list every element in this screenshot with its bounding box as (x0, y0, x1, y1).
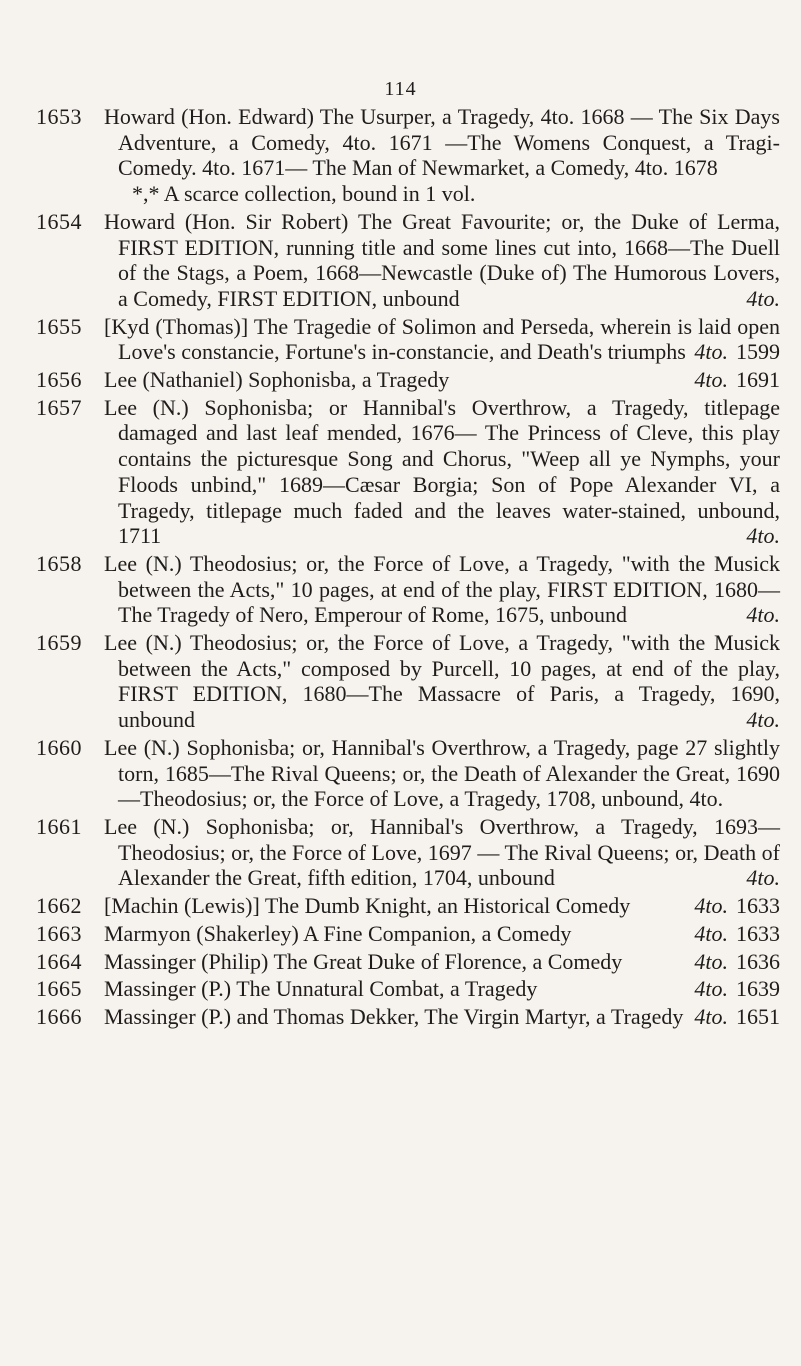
entry-format-year (694, 339, 780, 365)
entry-format: 4to. (694, 976, 728, 1002)
lot-number: 1657 (36, 394, 82, 420)
lot-number: 1664 (36, 948, 82, 974)
lot-number: 1656 (36, 367, 82, 393)
entry-text (104, 976, 780, 1002)
entry-text (104, 1004, 780, 1030)
entry-year: 1633 (736, 893, 780, 919)
entry-year: 1691 (736, 367, 780, 393)
catalogue-entries (36, 104, 780, 1032)
entry-description: Lee (N.) Sophonisba; or, Hannibal's Overthrow, a Tragedy, 1693—Theodosius; or, the Force of Love, 1697 — The Rival Queens; or, Death of Alexander the Great, fifth edition, 1704, unbound (104, 813, 780, 891)
catalogue-entry (36, 921, 780, 947)
entry-description: Lee (N.) Theodosius; or, the Force of Love, a Tragedy, "with the Musick between the Acts," composed by Purcell, 10 pages, at end of the play, FIRST EDITION, 1680—The Massacre of Paris, a Tragedy, 1690, unbound (104, 630, 780, 733)
entry-format-year (694, 920, 780, 947)
catalogue-entry (36, 630, 780, 733)
catalogue-entry (36, 893, 780, 919)
entry-format: 4to. (694, 948, 728, 974)
catalogue-entry (36, 209, 780, 312)
catalogue-entry (36, 395, 780, 549)
entry-text (104, 735, 780, 812)
entry-format: 4to. (694, 1003, 728, 1029)
entry-format-year (694, 948, 780, 975)
entry-text (104, 893, 780, 919)
lot-number: 1659 (36, 630, 82, 656)
entry-year: 1651 (736, 1003, 780, 1029)
entry-format-year (694, 893, 780, 919)
entry-note: *,* A scarce collection, bound in 1 vol. (132, 181, 476, 207)
catalogue-entry (36, 367, 780, 393)
entry-text (104, 104, 780, 207)
entry-description: Lee (Nathaniel) Sophonisba, a Tragedy (104, 367, 450, 393)
entry-text (104, 921, 780, 947)
entry-year: 1599 (736, 339, 780, 365)
lot-number: 1663 (36, 920, 82, 946)
entry-year: 1633 (736, 920, 780, 946)
entry-description: Howard (Hon. Sir Robert) The Great Favourite; or, the Duke of Lerma, FIRST EDITION, running title and some lines cut into, 1668—The Duell of the Stags, a Poem, 1668—Newcastle (Duke of) The Humorous Lovers, a Comedy, FIRST EDITION, unbound (104, 208, 780, 311)
entry-format: 4to. (746, 865, 780, 891)
lot-number: 1666 (36, 1003, 82, 1029)
catalogue-entry (36, 814, 780, 891)
lot-number: 1662 (36, 893, 82, 919)
entry-format: 4to. (746, 602, 780, 628)
entry-description: Howard (Hon. Edward) The Usurper, a Tragedy, 4to. 1668 — The Six Days Adventure, a Comedy, 4to. 1671 —The Womens Conquest, a Tragi-Comedy. 4to. 1671— The Man of Newmarket, a Comedy, 4to. 1678 (104, 104, 780, 181)
catalogue-entry (36, 314, 780, 365)
lot-number: 1654 (36, 208, 82, 234)
lot-number: 1665 (36, 976, 82, 1002)
entry-description: Lee (N.) Theodosius; or, the Force of Love, a Tragedy, "with the Musick between the Acts," 10 pages, at end of the play, FIRST EDITION, 1680—The Tragedy of Nero, Emperour of Rome, 1675, unbound (104, 550, 780, 628)
entry-text (104, 314, 780, 365)
entry-description: Massinger (P.) and Thomas Dekker, The Virgin Martyr, a Tragedy (104, 1003, 684, 1029)
lot-number: 1653 (36, 104, 82, 129)
entry-description: Lee (N.) Sophonisba; or, Hannibal's Overthrow, a Tragedy, page 27 slightly torn, 1685—The Rival Queens; or, the Death of Alexander the Great, 1690—Theodosius; or, the Force of Love, a Tragedy, 1708, unbound, 4to. (104, 734, 780, 812)
catalogue-entry (36, 551, 780, 628)
entry-text (104, 814, 780, 891)
entry-description: Marmyon (Shakerley) A Fine Companion, a Comedy (104, 920, 572, 946)
entry-format: 4to. (746, 285, 780, 311)
entry-year: 1639 (736, 976, 780, 1002)
entry-format-year (694, 1003, 780, 1030)
entry-text (104, 209, 780, 312)
lot-number: 1660 (36, 734, 82, 760)
entry-description: Massinger (Philip) The Great Duke of Florence, a Comedy (104, 948, 623, 974)
entry-text (104, 949, 780, 975)
entry-format: 4to. (694, 339, 728, 365)
catalogue-entry (36, 1004, 780, 1030)
page-number: 114 (384, 78, 417, 100)
entry-format-year (694, 367, 780, 393)
entry-text (104, 367, 780, 393)
entry-format: 4to. (694, 893, 728, 919)
catalogue-entry (36, 976, 780, 1002)
entry-text (104, 395, 780, 549)
entry-description: [Kyd (Thomas)] The Tragedie of Solimon and Perseda, wherein is laid open Love's constancie, Fortune's in-constancie, and Death's triumphs (104, 313, 780, 365)
entry-text (104, 551, 780, 628)
lot-number: 1655 (36, 313, 82, 339)
entry-format: 4to. (694, 920, 728, 946)
entry-format: 4to. (694, 367, 728, 393)
entry-year: 1636 (736, 948, 780, 974)
catalogue-entry (36, 949, 780, 975)
catalogue-entry (36, 735, 780, 812)
lot-number: 1658 (36, 550, 82, 576)
entry-description: Massinger (P.) The Unnatural Combat, a Tragedy (104, 976, 538, 1002)
entry-description: [Machin (Lewis)] The Dumb Knight, an Historical Comedy (104, 893, 631, 919)
entry-text (104, 630, 780, 733)
catalogue-entry (36, 104, 780, 207)
entry-format-year (694, 976, 780, 1002)
lot-number: 1661 (36, 813, 82, 839)
entry-format: 4to. (746, 707, 780, 733)
entry-format: 4to. (746, 523, 780, 549)
entry-description: Lee (N.) Sophonisba; or Hannibal's Overthrow, a Tragedy, titlepage damaged and last leaf mended, 1676— The Princess of Cleve, this play contains the picturesque Song and Chorus, "Weep all ye Nymphs, your Floods unbind," 1689—Cæsar Borgia; Son of Pope Alexander VI, a Tragedy, titlepage much faded and the leaves water-stained, unbound, 1711 (104, 394, 780, 549)
